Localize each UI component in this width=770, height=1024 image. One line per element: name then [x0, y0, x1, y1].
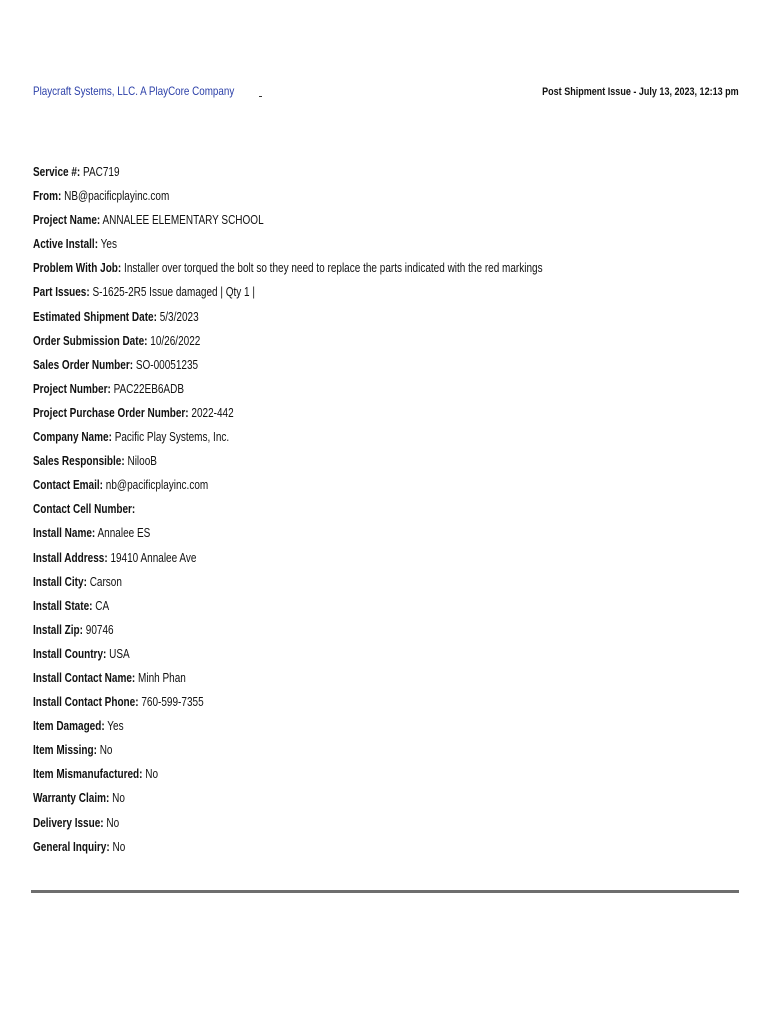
field-label: Service #: — [33, 165, 81, 179]
field-value: Yes — [100, 237, 117, 252]
field-label: Install State: — [33, 598, 93, 613]
field-label: General Inquiry: — [33, 839, 110, 854]
footer-divider — [31, 890, 739, 893]
field-label: From: — [33, 189, 62, 204]
field-row — [33, 549, 593, 573]
field-row — [33, 476, 593, 500]
field-label: Install Zip: — [33, 622, 83, 637]
field-label: Install Address: — [33, 550, 108, 565]
field-row — [33, 211, 593, 235]
field-row — [33, 765, 593, 789]
field-value: Installer over torqued the bolt so they need to replace the parts indicated with the red markings — [124, 261, 543, 276]
field-row — [33, 452, 593, 476]
field-value: No — [145, 767, 159, 782]
header-mark — [259, 96, 262, 97]
document-title: Post Shipment Issue - July 13, 2023, 12:13 pm — [542, 86, 739, 98]
field-value: CA — [95, 598, 110, 613]
field-label: Contact Email: — [33, 478, 104, 493]
company-link[interactable]: Playcraft Systems, LLC. A PlayCore Company — [33, 84, 235, 98]
field-label: Problem With Job: — [33, 261, 122, 276]
field-row — [33, 332, 593, 356]
field-value: No — [106, 815, 120, 830]
field-row — [33, 814, 593, 838]
field-label: Project Name: — [33, 213, 101, 228]
field-value: 760-599-7355 — [141, 695, 204, 710]
field-row — [33, 356, 593, 380]
field-row — [33, 645, 593, 669]
field-value: Pacific Play Systems, Inc. — [114, 430, 230, 445]
field-row — [33, 380, 593, 404]
field-label: Part Issues: — [33, 285, 90, 300]
field-row — [33, 789, 593, 813]
field-row — [33, 404, 593, 428]
field-row — [33, 524, 593, 548]
field-label: Contact Cell Number: — [33, 502, 136, 517]
field-value: Annalee ES — [97, 526, 151, 541]
field-label: Sales Order Number: — [33, 357, 134, 372]
field-label: Warranty Claim: — [33, 791, 110, 806]
field-row — [33, 259, 593, 283]
field-value: 19410 Annalee Ave — [110, 550, 197, 565]
field-value: S-1625-2R5 Issue damaged | Qty 1 | — [92, 285, 255, 300]
field-row — [33, 669, 593, 693]
field-row — [33, 573, 593, 597]
field-row — [33, 693, 593, 717]
field-row — [33, 235, 593, 259]
field-value: No — [112, 791, 125, 806]
field-row — [33, 163, 593, 187]
field-row — [33, 838, 593, 862]
field-value: PAC22EB6ADB — [113, 381, 184, 396]
field-row — [33, 187, 593, 211]
field-label: Item Damaged: — [33, 719, 105, 734]
field-label: Sales Responsible: — [33, 454, 125, 469]
field-list — [33, 163, 733, 862]
field-label: Item Missing: — [33, 743, 97, 758]
field-label: Order Submission Date: — [33, 333, 148, 348]
field-value: No — [112, 839, 126, 854]
field-label: Item Mismanufactured: — [33, 767, 143, 782]
field-value: PAC719 — [83, 165, 120, 179]
field-value: NB@pacificplayinc.com — [64, 189, 170, 204]
field-row — [33, 597, 593, 621]
field-label: Install City: — [33, 574, 87, 589]
field-value: nb@pacificplayinc.com — [105, 478, 209, 493]
field-value: Yes — [107, 719, 124, 734]
field-value: Carson — [89, 574, 122, 589]
field-label: Install Contact Phone: — [33, 695, 139, 710]
field-label: Estimated Shipment Date: — [33, 309, 157, 324]
field-value: Minh Phan — [138, 670, 186, 685]
field-row — [33, 283, 593, 307]
field-value: 2022-442 — [191, 405, 234, 420]
field-label: Install Country: — [33, 646, 107, 661]
field-value: 90746 — [85, 622, 114, 637]
field-value: SO-00051235 — [135, 357, 199, 372]
field-row — [33, 308, 593, 332]
field-row — [33, 741, 593, 765]
field-row — [33, 500, 593, 524]
field-value: ANNALEE ELEMENTARY SCHOOL — [102, 213, 264, 228]
field-value: USA — [109, 646, 130, 661]
field-label: Company Name: — [33, 430, 112, 445]
field-label: Install Name: — [33, 526, 96, 541]
field-value: 10/26/2022 — [150, 333, 201, 348]
field-value: 5/3/2023 — [159, 309, 199, 324]
field-row — [33, 621, 593, 645]
field-value: No — [99, 743, 113, 758]
field-label: Install Contact Name: — [33, 670, 136, 685]
field-row — [33, 717, 593, 741]
field-label: Delivery Issue: — [33, 815, 104, 830]
field-label: Project Purchase Order Number: — [33, 405, 189, 420]
field-row — [33, 428, 593, 452]
field-label: Active Install: — [33, 237, 99, 252]
field-label: Project Number: — [33, 381, 111, 396]
field-value: NilooB — [127, 454, 157, 469]
